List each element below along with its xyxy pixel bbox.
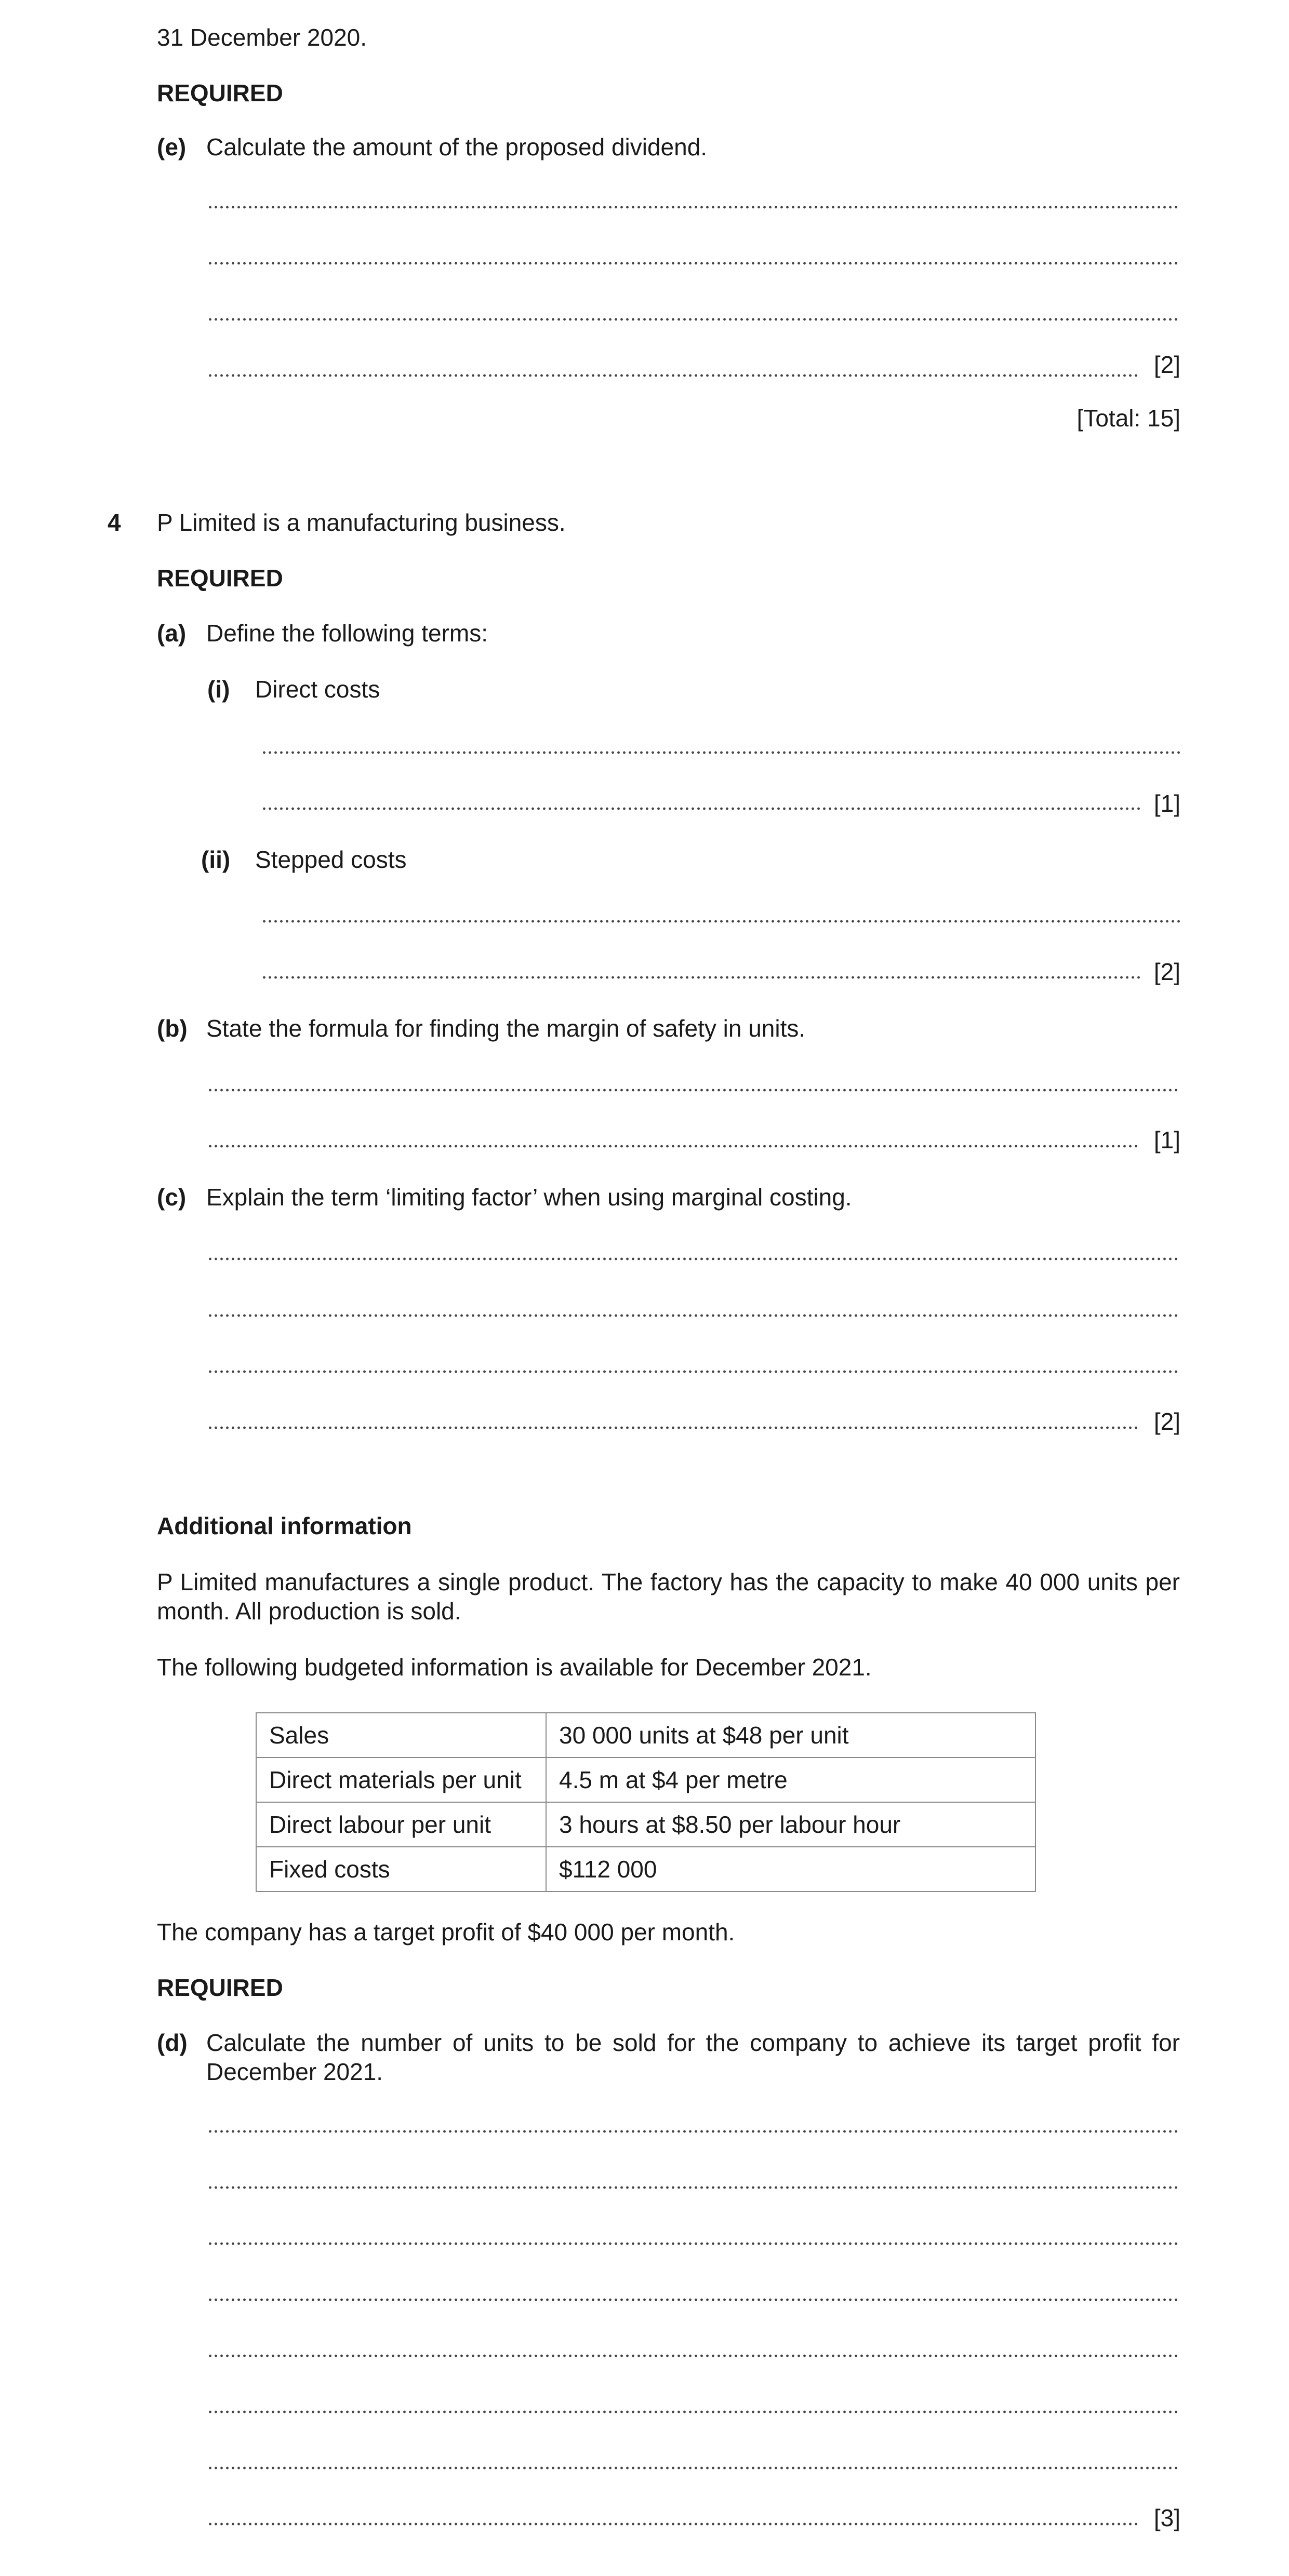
answer-line[interactable] [207, 2242, 1180, 2246]
table-row [256, 1802, 1035, 1847]
table-cell-detail: 3 hours at $8.50 per labour hour [546, 1802, 1035, 1847]
answer-line[interactable] [261, 750, 1180, 755]
answer-line[interactable] [207, 1144, 1140, 1148]
answer-line[interactable] [261, 975, 1140, 980]
q4aii-text: Stepped costs [255, 846, 407, 873]
required-heading: REQUIRED [157, 1974, 283, 2001]
answer-line[interactable] [207, 2466, 1180, 2470]
table-cell-detail: 4.5 m at $4 per metre [546, 1757, 1035, 1802]
table-cell-item: Fixed costs [256, 1847, 546, 1891]
additional-heading: Additional information [157, 1512, 412, 1539]
q4ai-mark: [1] [1153, 790, 1180, 817]
table-row [256, 1847, 1035, 1891]
answer-line[interactable] [207, 2354, 1180, 2358]
q4aii-label: (ii) [201, 846, 231, 873]
target-profit-text: The company has a target profit of $40 000 per month. [157, 1918, 735, 1946]
table-cell-item: Sales [256, 1713, 546, 1757]
q4b-label: (b) [157, 1015, 188, 1042]
answer-line[interactable] [207, 2185, 1180, 2190]
q4d-mark: [3] [1153, 2504, 1180, 2531]
budget-intro: The following budgeted information is available for December 2021. [157, 1654, 872, 1681]
required-heading: REQUIRED [157, 79, 283, 106]
answer-line[interactable] [207, 2298, 1180, 2302]
q4ai-label: (i) [207, 676, 230, 703]
answer-line[interactable] [207, 1313, 1180, 1318]
answer-line[interactable] [207, 2129, 1180, 2134]
required-heading: REQUIRED [157, 565, 283, 592]
answer-line[interactable] [207, 261, 1180, 265]
q4-number: 4 [108, 509, 121, 536]
table-cell-detail: 30 000 units at $48 per unit [546, 1713, 1035, 1757]
answer-line[interactable] [261, 807, 1140, 811]
answer-line[interactable] [207, 205, 1180, 209]
q4a-text: Define the following terms: [206, 620, 488, 647]
q4b-text: State the formula for finding the margin of safety in units. [206, 1015, 806, 1042]
q4ai-text: Direct costs [255, 676, 380, 703]
q4c-text: Explain the term ‘limiting factor’ when using marginal costing. [206, 1184, 852, 1211]
answer-line[interactable] [207, 2522, 1140, 2526]
q4c-mark: [2] [1153, 1408, 1180, 1435]
q4a-label: (a) [157, 620, 187, 647]
answer-line[interactable] [207, 1257, 1180, 1261]
q3-total: [Total: 15] [1077, 405, 1180, 432]
q4d-text: Calculate the number of units to be sold for the company to achieve its target profit for December 2021. [206, 2029, 1180, 2085]
q3e-mark: [2] [1153, 351, 1180, 378]
answer-line[interactable] [207, 373, 1140, 378]
answer-line[interactable] [207, 1426, 1140, 1430]
q4aii-mark: [2] [1153, 958, 1180, 985]
q4b-mark: [1] [1153, 1126, 1180, 1153]
table-cell-item: Direct materials per unit [256, 1757, 546, 1802]
q4d-label: (d) [157, 2029, 188, 2056]
answer-line[interactable] [207, 317, 1180, 321]
answer-line[interactable] [207, 1088, 1180, 1092]
additional-paragraph: P Limited manufactures a single product. The factory has the capacity to make 40 000 units per month. All production is sold. [157, 1568, 1180, 1625]
q3e-text: Calculate the amount of the proposed dividend. [206, 133, 708, 160]
table-cell-item: Direct labour per unit [256, 1802, 546, 1847]
budget-table [256, 1712, 1036, 1892]
table-row [256, 1713, 1035, 1757]
table-row [256, 1757, 1035, 1802]
q4-intro: P Limited is a manufacturing business. [157, 509, 566, 536]
intro-line: 31 December 2020. [157, 24, 367, 51]
answer-line[interactable] [261, 919, 1180, 923]
q3e-label: (e) [157, 133, 187, 160]
q4c-label: (c) [157, 1184, 187, 1211]
table-cell-detail: $112 000 [546, 1847, 1035, 1891]
answer-line[interactable] [207, 1370, 1180, 1374]
answer-line[interactable] [207, 2410, 1180, 2414]
